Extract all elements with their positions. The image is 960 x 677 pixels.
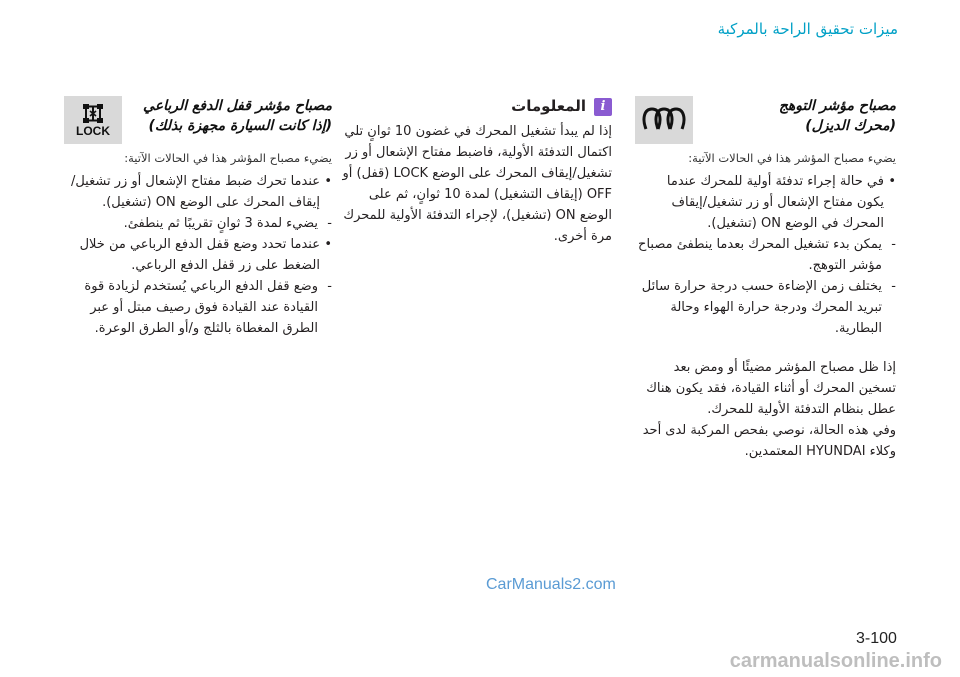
glow-indicator-paragraph-2: وفي هذه الحالة، نوصي بفحص المركبة لدى أحد وكلاء HYUNDAI المعتمدين.: [642, 423, 896, 459]
glow-plug-icon: [635, 96, 693, 144]
4wd-lock-bullet-2: • عندما تحدد وضع قفل الدفع الرباعي من خلال الضغط على زر قفل الدفع الرباعي.: [70, 234, 320, 276]
4wd-lock-dash-1: - يضيء لمدة 3 ثوانٍ تقريبًا ثم ينطفئ.: [70, 213, 318, 234]
4wd-lock-dash-2: - وضع قفل الدفع الرباعي يُستخدم لزيادة قوة القيادة عند القيادة فوق رصيف مبتل أو عبر الطرق المغطاة بالثلج و/أو الطرق الوعرة.: [70, 276, 318, 339]
glow-indicator-dash-1: - يمكن بدء تشغيل المحرك بعدما ينطفئ مصباح مؤشر التوهج.: [636, 234, 882, 276]
glow-indicator-bullet: • في حالة إجراء تدفئة أولية للمحرك عندما يكون مفتاح الإشعال أو زر تشغيل/إيقاف المحرك في الوضع ON (تشغيل).: [636, 171, 884, 234]
info-icon: i: [594, 98, 612, 116]
glow-indicator-condition-heading: يضيء مصباح المؤشر هذا في الحالات الآتية:: [688, 151, 896, 165]
4wd-lock-icon-label: LOCK: [76, 124, 110, 138]
information-notice: [342, 96, 612, 247]
page-number: 3-100: [856, 630, 897, 647]
glow-indicator-dash-2: - يختلف زمن الإضاءة حسب درجة حرارة سائل تبريد المحرك ودرجة حرارة الهواء وحالة البطارية.: [636, 276, 882, 339]
4wd-lock-bullet-1: • عندما تحرك ضبط مفتاح الإشعال أو زر تشغيل/إيقاف المحرك على الوضع ON (تشغيل).: [70, 171, 320, 213]
4wd-lock-title: مصباح مؤشر قفل الدفع الرباعي: [143, 98, 332, 114]
notice-title: المعلومات: [511, 97, 586, 115]
glow-indicator-subtitle: (محرك الديزل): [805, 118, 896, 134]
watermark-text: CarManuals2.com: [486, 576, 616, 593]
site-watermark: carmanualsonline.info: [729, 650, 942, 672]
4wd-lock-icon: [64, 96, 122, 144]
section-header-title: ميزات تحقيق الراحة بالمركبة: [717, 20, 898, 38]
notice-text: إذا لم يبدأ تشغيل المحرك في غضون 10 ثوانٍ تلي اكتمال التدفئة الأولية، فاضبط مفتاح الإشعال أو زر تشغيل/إيقاف المحرك على الوضع LOCK (قفل) أو OFF (إيقاف التشغيل) لمدة 10 ثوانٍ، ثم على الوضع ON (تشغيل)، لإجراء التدفئة الأولية للمحرك مرة أخرى.: [342, 124, 612, 244]
glow-indicator-section: [636, 96, 896, 462]
glow-indicator-title: مصباح مؤشر التوهج: [778, 98, 896, 114]
4wd-lock-condition-heading: يضيء مصباح المؤشر هذا في الحالات الآتية:: [124, 151, 332, 165]
4wd-lock-subtitle: (إذا كانت السيارة مجهزة بذلك): [148, 118, 332, 134]
glow-indicator-paragraph-1: إذا ظل مصباح المؤشر مضيئًا أو ومض بعد تسخين المحرك أو أثناء القيادة، فقد يكون هناك عطل بنظام التدفئة الأولية للمحرك.: [646, 360, 896, 417]
